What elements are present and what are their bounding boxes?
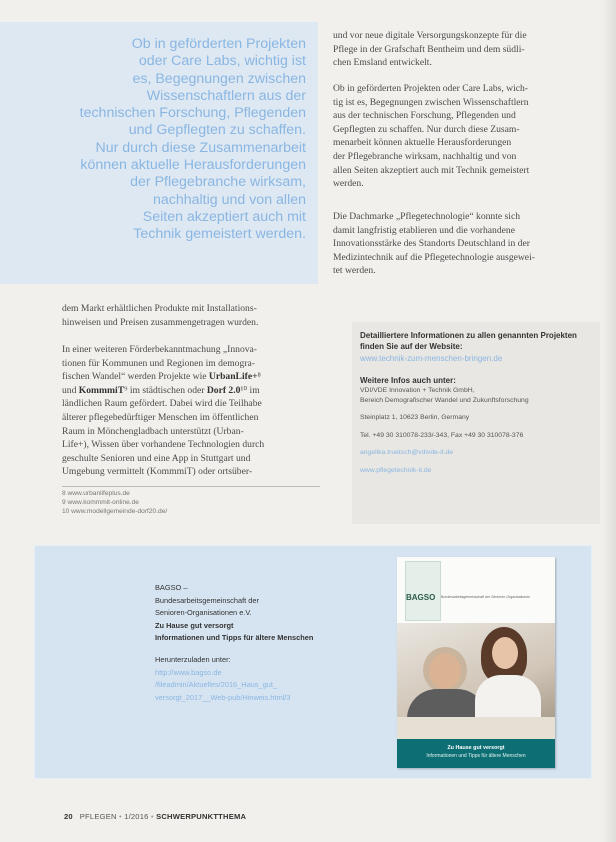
bagso-org-line: Bundesarbeitsgemeinschaft der [155, 595, 259, 605]
text-line: tet werden. [333, 265, 376, 277]
footnote-10[interactable]: 10 www.modellgemeinde-dorf20.de/ [62, 508, 168, 515]
text-line: aus der technischen Forschung, Pflegenden und [333, 110, 516, 122]
text-line: In einer weiteren Förderbekanntmachung „Innova- [62, 344, 257, 355]
info-box-web-link[interactable]: www.pflegetechnik-it.de [360, 466, 432, 474]
text-line: Ob in geförderten Projekten oder Care Labs, wich- [333, 83, 529, 94]
cover-org: Bundesarbeitsgemeinschaft der Senioren-Organisationen [441, 595, 531, 599]
cover-logo: BAGSO [406, 593, 436, 602]
pull-quote-line: Ob in geförderten Projekten [131, 36, 306, 52]
text-line: älterer pflegebedürftiger Menschen im öffentlichen [62, 411, 259, 423]
text-line: allen Seiten akzeptiert auch mit Technik gemeistert [333, 164, 530, 176]
text-line: Life+), Wissen über vorhandene Technologien durch [62, 439, 265, 451]
text-line: Umgebung vermittelt (KommmiT) oder ortsüber- [62, 466, 253, 478]
right-paragraph-3 [333, 210, 595, 278]
issue: 1/2016 [124, 812, 149, 821]
cover-title: Zu Hause gut versorgt [447, 745, 505, 751]
pull-quote-line: Technik gemeistert werden. [133, 226, 306, 243]
magazine-name: PFLEGEN [79, 812, 117, 821]
text-line: tig ist es, Begegnungen zwischen Wissenschaftlern [333, 96, 529, 108]
pull-quote-line: oder Care Labs, wichtig ist [138, 53, 306, 70]
pull-quote-line: Wissenschaftlern aus der [146, 87, 306, 104]
pull-quote-line: der Pflegebranche wirksam, [130, 174, 306, 191]
text-segment: und [62, 384, 79, 396]
cover-logo-block [405, 561, 441, 621]
cover-photo [397, 623, 555, 739]
bagso-download-link[interactable]: versorgt_2017__Web-pub/Hinweis.html/3 [155, 692, 291, 702]
text-segment: fischen Wandel“ werden Projekte wie [62, 371, 209, 383]
text-line: geschulte Senioren und eine App in Stuttgart und [62, 452, 251, 464]
text-line: Raum in Mönchengladbach unterstützt (Urban- [62, 425, 244, 437]
text-line: damit langfristig etablieren und die vorhandene [333, 224, 515, 236]
pull-quote-panel [0, 22, 318, 284]
left-paragraph-2 [62, 343, 320, 479]
project-name-urbanlife: UrbanLife+ [208, 371, 258, 383]
bagso-org-line: BAGSO – [155, 583, 188, 592]
bagso-org-line: Senioren-Organisationen e.V. [155, 608, 252, 618]
pull-quote-line: nachhaltig und von allen [152, 191, 306, 208]
info-box-subheading: Weitere Infos auch unter: [360, 376, 456, 385]
footnote-ref: ⁸ [257, 371, 261, 383]
bagso-download-label: Herunterzuladen unter: [155, 654, 231, 664]
right-paragraph-2 [333, 82, 595, 191]
text-line: Medizintechnik auf die Pflegetechnologie ausgewei- [333, 251, 535, 263]
pull-quote-line: können aktuelle Herausforderungen [80, 157, 306, 174]
text-segment: ¹⁰ im [240, 384, 260, 396]
pull-quote-line: Seiten akzeptiert auch mit [142, 208, 306, 225]
pull-quote-line: technischen Forschung, Pflegenden [79, 105, 306, 122]
text-line: ländlichen Raum gefördert. Dabei wird die Teilhabe [62, 398, 262, 410]
text-line: werden. [333, 178, 364, 190]
info-box [352, 322, 600, 524]
pull-quote-line: Nur durch diese Zusammenarbeit [95, 139, 306, 156]
info-box-phone: Tel. +49 30 310078-233/-343, Fax +49 30 310078-376 [360, 431, 524, 439]
cover-footer [397, 739, 555, 768]
text-segment: ⁹ im städtischen oder [124, 384, 207, 396]
text-line: der Pflegebranche wirksam, nachhaltig und von [333, 150, 517, 162]
text-line: tionen für Kommunen und Regionen im demogra- [62, 357, 255, 369]
text-line: Gepflegten zu schaffen. Nur durch diese Zusam- [333, 123, 520, 135]
info-box-org: VDI/VDE Innovation + Technik GmbH, [360, 387, 475, 394]
text-line: Innovationsstärke des Standorts Deutschland in der [333, 238, 530, 250]
footnote-9[interactable]: 9 www.kommmit-online.de [62, 499, 139, 506]
text-line: dem Markt erhältlichen Produkte mit Installations- [62, 303, 257, 314]
text-line: hinweisen und Preisen zusammengetragen wurden. [62, 316, 259, 328]
bagso-download-link[interactable]: /fileadmin/Aktuelles/2016_Haus_gut_ [155, 680, 278, 690]
bagso-title: Zu Hause gut versorgt [155, 620, 234, 630]
pull-quote [30, 36, 306, 244]
info-box-address: Steinplatz 1, 10623 Berlin, Germany [360, 414, 470, 422]
brochure-cover [397, 557, 555, 768]
text-line: Pflege in der Grafschaft Bentheim und dem südli- [333, 43, 525, 55]
pull-quote-line: es, Begegnungen zwischen [132, 70, 306, 87]
cover-subtitle: Informationen und Tipps für ältere Menschen [426, 753, 526, 759]
footnote-8[interactable]: 8 www.urbanlifeplus.de [62, 490, 130, 497]
text-line: Die Dachmarke „Pflegetechnologie“ konnte sich [333, 211, 521, 222]
page-footer: 20 PFLEGEN • 1/2016 • SCHWERPUNKTTHEMA [64, 812, 247, 821]
info-box-email-link[interactable]: angelika.truetsch@vdivde-it.de [360, 449, 454, 457]
project-name-kommmit: KommmiT [78, 384, 125, 396]
info-box-department: Bereich Demografischer Wandel und Zukunftsforschung [360, 396, 529, 404]
text-line [62, 384, 320, 398]
left-paragraph-1 [62, 302, 320, 329]
pull-quote-line: und Gepflegten zu schaffen. [128, 122, 306, 139]
project-name-dorf: Dorf 2.0 [206, 384, 241, 396]
text-line [62, 370, 320, 384]
bagso-subtitle: Informationen und Tipps für ältere Menschen [155, 633, 314, 643]
bagso-download-link[interactable]: http://www.bagso.de [155, 667, 222, 677]
text-line: menarbeit können aktuelle Herausforderungen [333, 137, 512, 149]
text-line: und vor neue digitale Versorgungskonzepte für die [333, 30, 527, 41]
right-paragraph-1 [333, 29, 595, 70]
info-box-website-link[interactable]: www.technik-zum-menschen-bringen.de [360, 354, 503, 363]
page-edge-shadow [602, 0, 616, 842]
section-name: SCHWERPUNKTTHEMA [156, 812, 247, 821]
info-box-heading: Detailliertere Informationen zu allen genannten Projekten finden Sie auf der Website: [360, 331, 577, 351]
footnotes [62, 486, 320, 516]
text-line: chen Emsland entwickelt. [333, 57, 432, 69]
page-number: 20 [64, 812, 73, 821]
bagso-text [155, 582, 385, 704]
